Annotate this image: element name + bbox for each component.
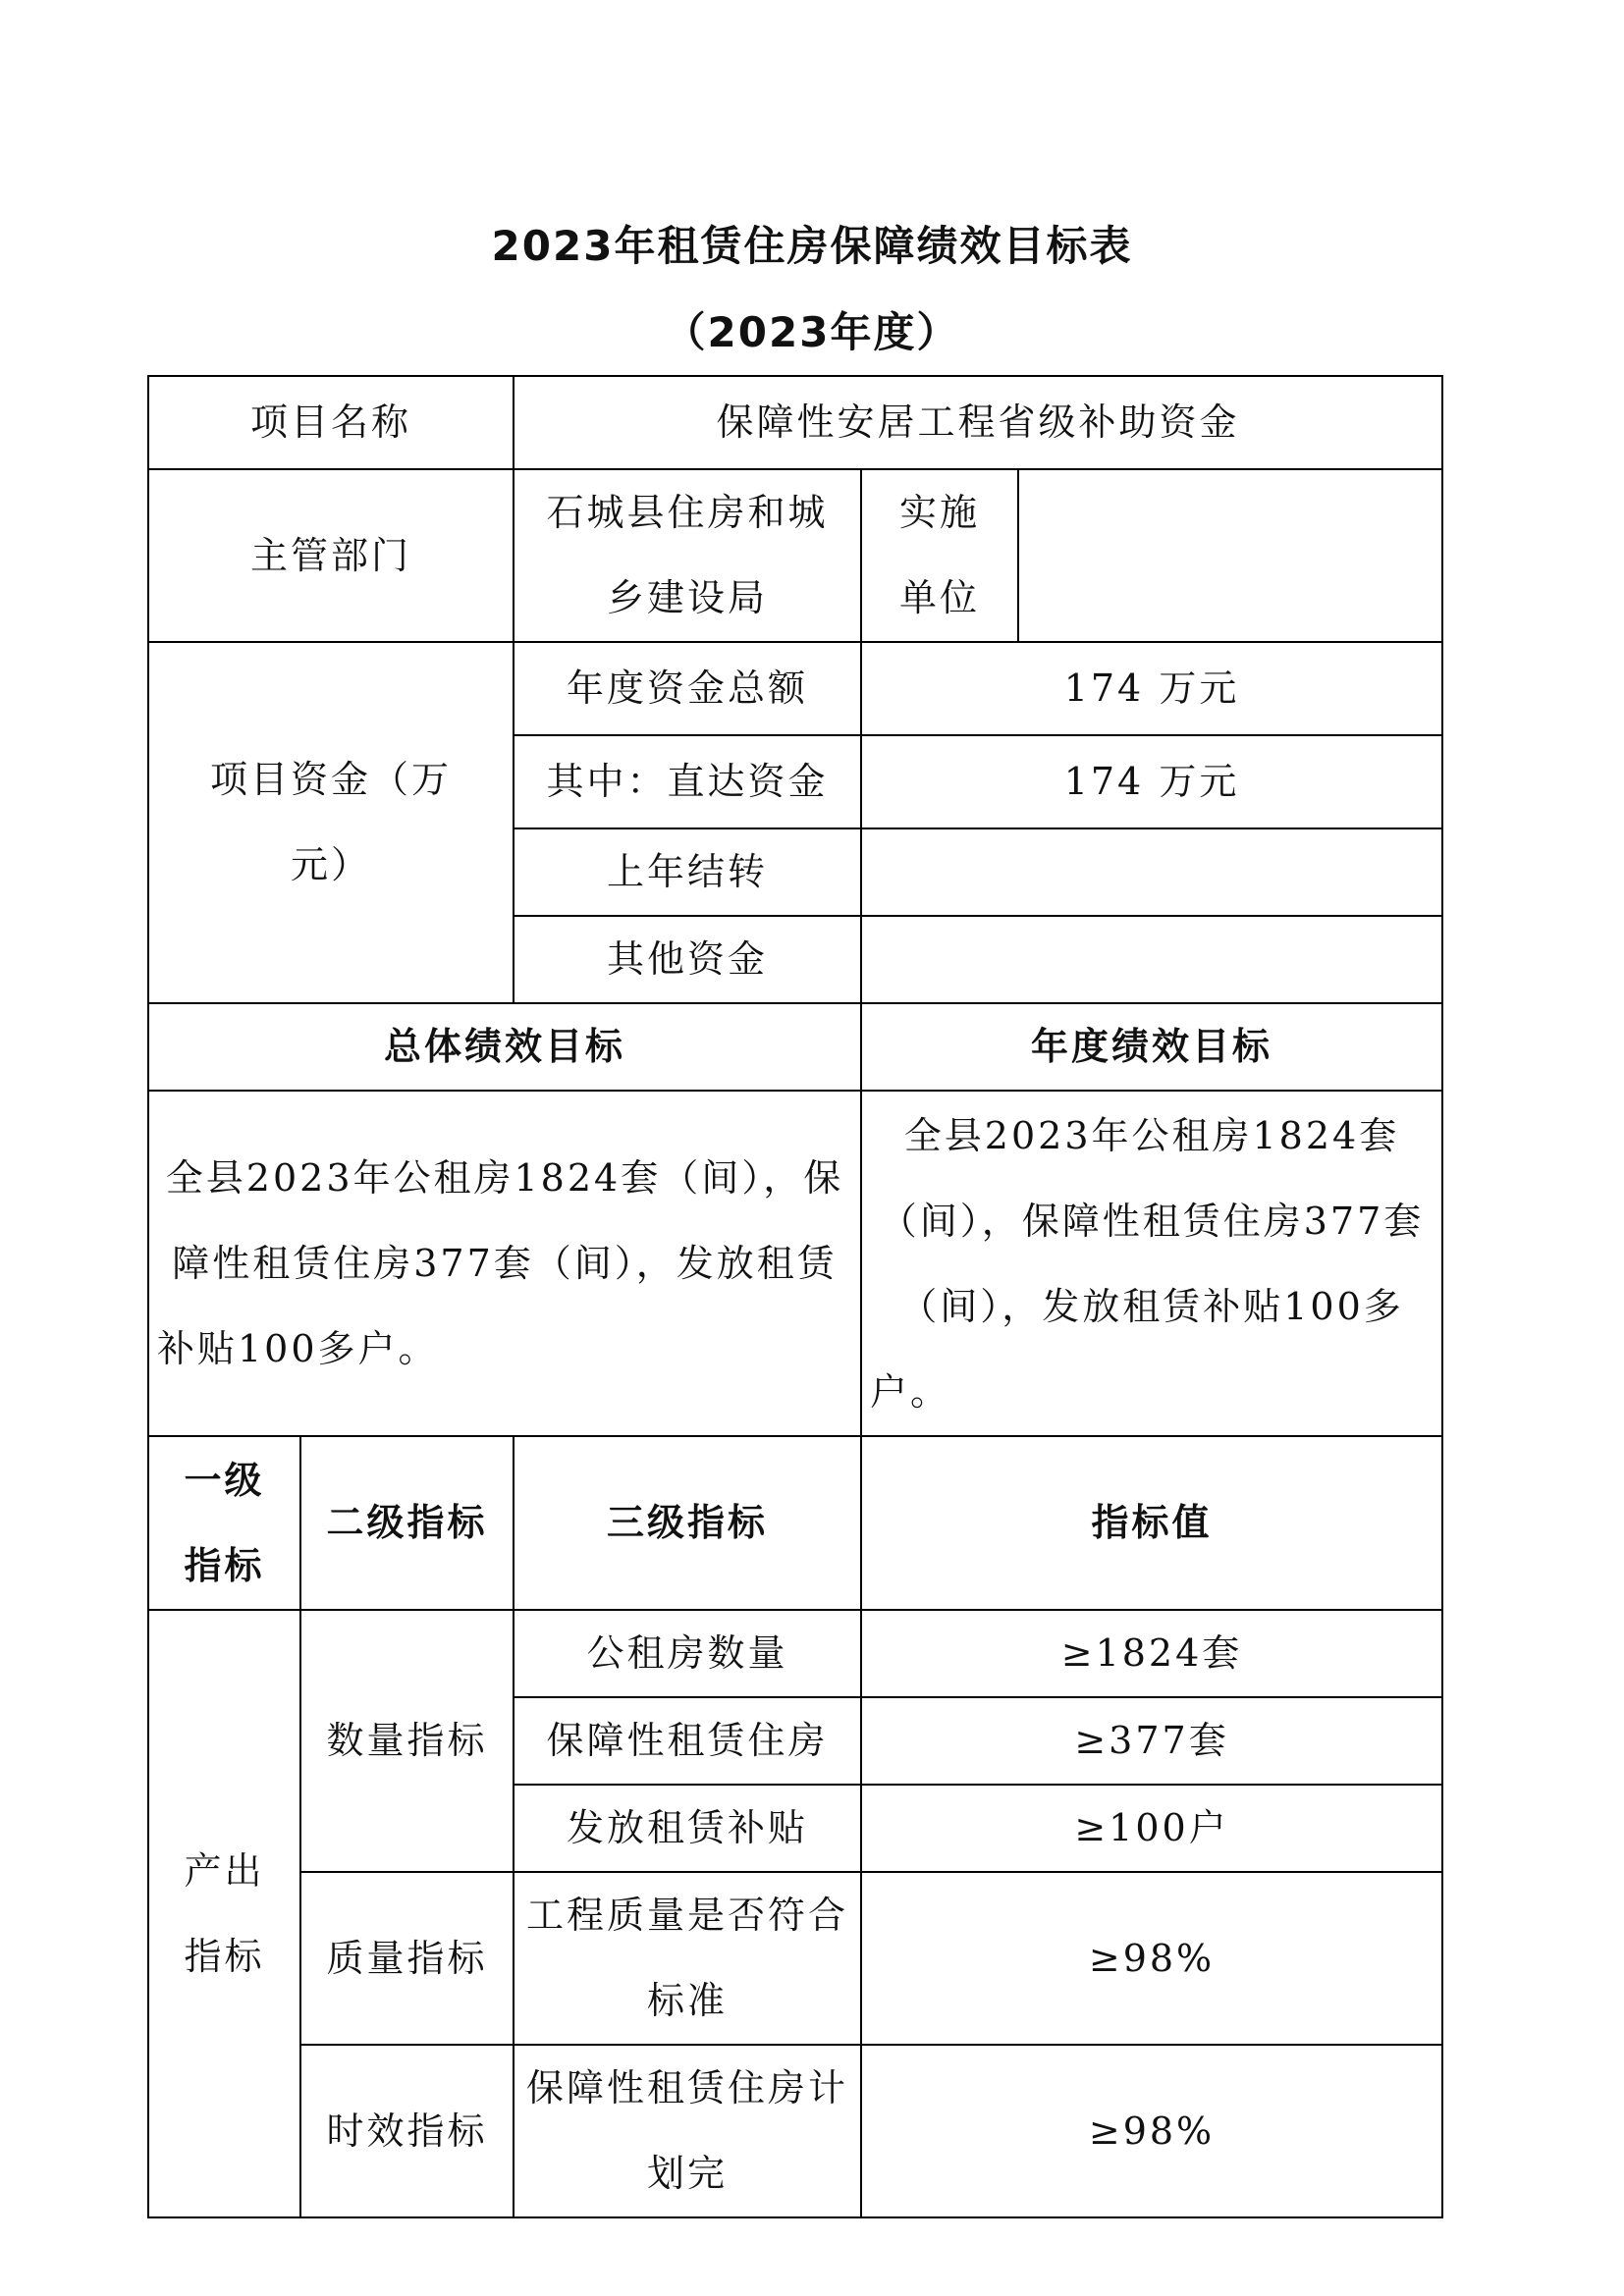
overall-goal-header: 总体绩效目标 (148, 1003, 861, 1091)
funds-label: 项目资金（万元） (148, 642, 514, 1003)
indicator-value-header: 指标值 (861, 1436, 1442, 1610)
funds-row-label: 其他资金 (514, 916, 861, 1003)
quality-indicator-label: 质量指标 (300, 1872, 514, 2045)
table-row (148, 469, 1442, 642)
annual-goal-header: 年度绩效目标 (861, 1003, 1442, 1091)
table-row (148, 1610, 1442, 1697)
indicator-name: 工程质量是否符合标准 (514, 1872, 861, 2045)
indicator-name: 保障性租赁住房计划完 (514, 2045, 861, 2217)
funds-row-value: 174 万元 (861, 642, 1442, 735)
indicator-value: ≥377套 (861, 1697, 1442, 1785)
funds-row-value (861, 828, 1442, 916)
quantity-indicator-label: 数量指标 (300, 1610, 514, 1872)
performance-target-table (147, 375, 1443, 2218)
project-name-value: 保障性安居工程省级补助资金 (514, 376, 1442, 469)
table-row (148, 1091, 1442, 1436)
indicator-value: ≥100户 (861, 1785, 1442, 1872)
table-row (148, 376, 1442, 469)
indicator-name: 发放租赁补贴 (514, 1785, 861, 1872)
level2-header: 二级指标 (300, 1436, 514, 1610)
funds-row-label: 上年结转 (514, 828, 861, 916)
annual-goal-text: 全县2023年公租房1824套（间），保障性租赁住房377套（间），发放租赁补贴100多户。 (861, 1091, 1442, 1436)
indicator-value: ≥1824套 (861, 1610, 1442, 1697)
funds-row-value: 174 万元 (861, 735, 1442, 828)
output-indicator-label: 产出指标 (148, 1610, 300, 2217)
table-row (148, 1436, 1442, 1610)
table-row (148, 1003, 1442, 1091)
table-row (148, 642, 1442, 735)
level1-header: 一级指标 (148, 1436, 300, 1610)
impl-unit-label: 实施单位 (861, 469, 1018, 642)
project-name-label: 项目名称 (148, 376, 514, 469)
indicator-name: 公租房数量 (514, 1610, 861, 1697)
impl-unit-value (1018, 469, 1442, 642)
level3-header: 三级指标 (514, 1436, 861, 1610)
funds-row-value (861, 916, 1442, 1003)
overall-goal-text: 全县2023年公租房1824套（间），保障性租赁住房377套（间），发放租赁补贴100多户。 (148, 1091, 861, 1436)
dept-label: 主管部门 (148, 469, 514, 642)
table-row (148, 2045, 1442, 2217)
dept-value: 石城县住房和城乡建设局 (514, 469, 861, 642)
page-subtitle: （2023年度） (664, 308, 960, 356)
indicator-name: 保障性租赁住房 (514, 1697, 861, 1785)
timeliness-indicator-label: 时效指标 (300, 2045, 514, 2217)
indicator-value: ≥98% (861, 1872, 1442, 2045)
table-row (148, 1872, 1442, 2045)
indicator-value: ≥98% (861, 2045, 1442, 2217)
page-title: 2023年租赁住房保障绩效目标表 (491, 222, 1133, 270)
funds-row-label: 年度资金总额 (514, 642, 861, 735)
funds-row-label: 其中：直达资金 (514, 735, 861, 828)
